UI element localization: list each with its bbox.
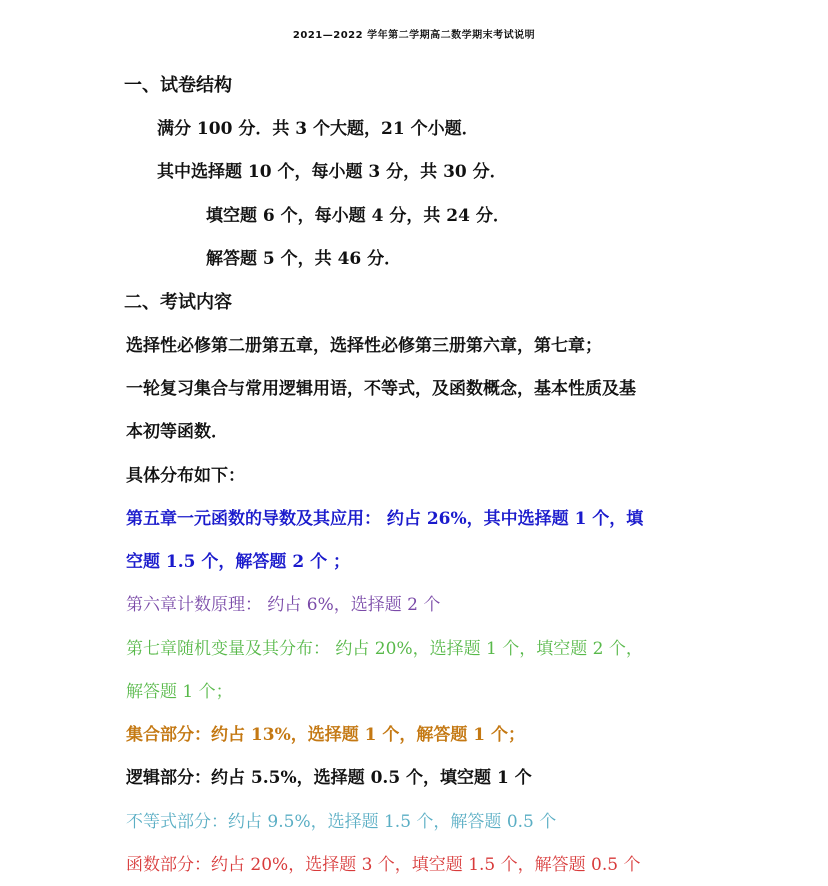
logic-line: 逻辑部分：约占 5.5%，选择题 0.5 个，填空题 1 个 (126, 768, 532, 788)
chapter7-line-2: 解答题 1 个； (126, 682, 233, 702)
function-line: 函数部分：约占 20%，选择题 3 个，填空题 1.5 个，解答题 0.5 个 (126, 855, 641, 875)
section2-heading: 二、考试内容 (124, 292, 232, 313)
sets-line: 集合部分：约占 13%，选择题 1 个，解答题 1 个； (126, 725, 526, 745)
scope-line-3: 本初等函数． (126, 422, 228, 442)
chapter7-line-1: 第七章随机变量及其分布： 约占 20%，选择题 1 个，填空题 2 个， (126, 639, 643, 659)
scope-line-1: 选择性必修第二册第五章，选择性必修第三册第六章，第七章； (126, 336, 602, 356)
structure-line-total: 满分 100 分．共 3 个大题，21 个小题． (157, 119, 479, 139)
structure-line-choice: 其中选择题 10 个，每小题 3 分，共 30 分． (157, 162, 507, 182)
structure-line-fill: 填空题 6 个，每小题 4 分，共 24 分． (206, 206, 510, 226)
chapter5-line-1: 第五章一元函数的导数及其应用： 约占 26%，其中选择题 1 个，填 (126, 509, 644, 529)
section1-heading: 一、试卷结构 (124, 75, 232, 96)
chapter5-line-2: 空题 1.5 个，解答题 2 个 ； (126, 552, 350, 572)
document-title: 2021—2022 学年第二学期高二数学期末考试说明 (292, 30, 536, 41)
inequality-line: 不等式部分：约占 9.5%，选择题 1.5 个，解答题 0.5 个 (126, 812, 557, 832)
scope-line-2: 一轮复习集合与常用逻辑用语，不等式，及函数概念，基本性质及基 (126, 379, 636, 399)
chapter6-line: 第六章计数原理： 约占 6%，选择题 2 个 (126, 595, 441, 615)
structure-line-answer: 解答题 5 个，共 46 分． (206, 249, 402, 269)
distribution-intro: 具体分布如下： (126, 466, 245, 486)
